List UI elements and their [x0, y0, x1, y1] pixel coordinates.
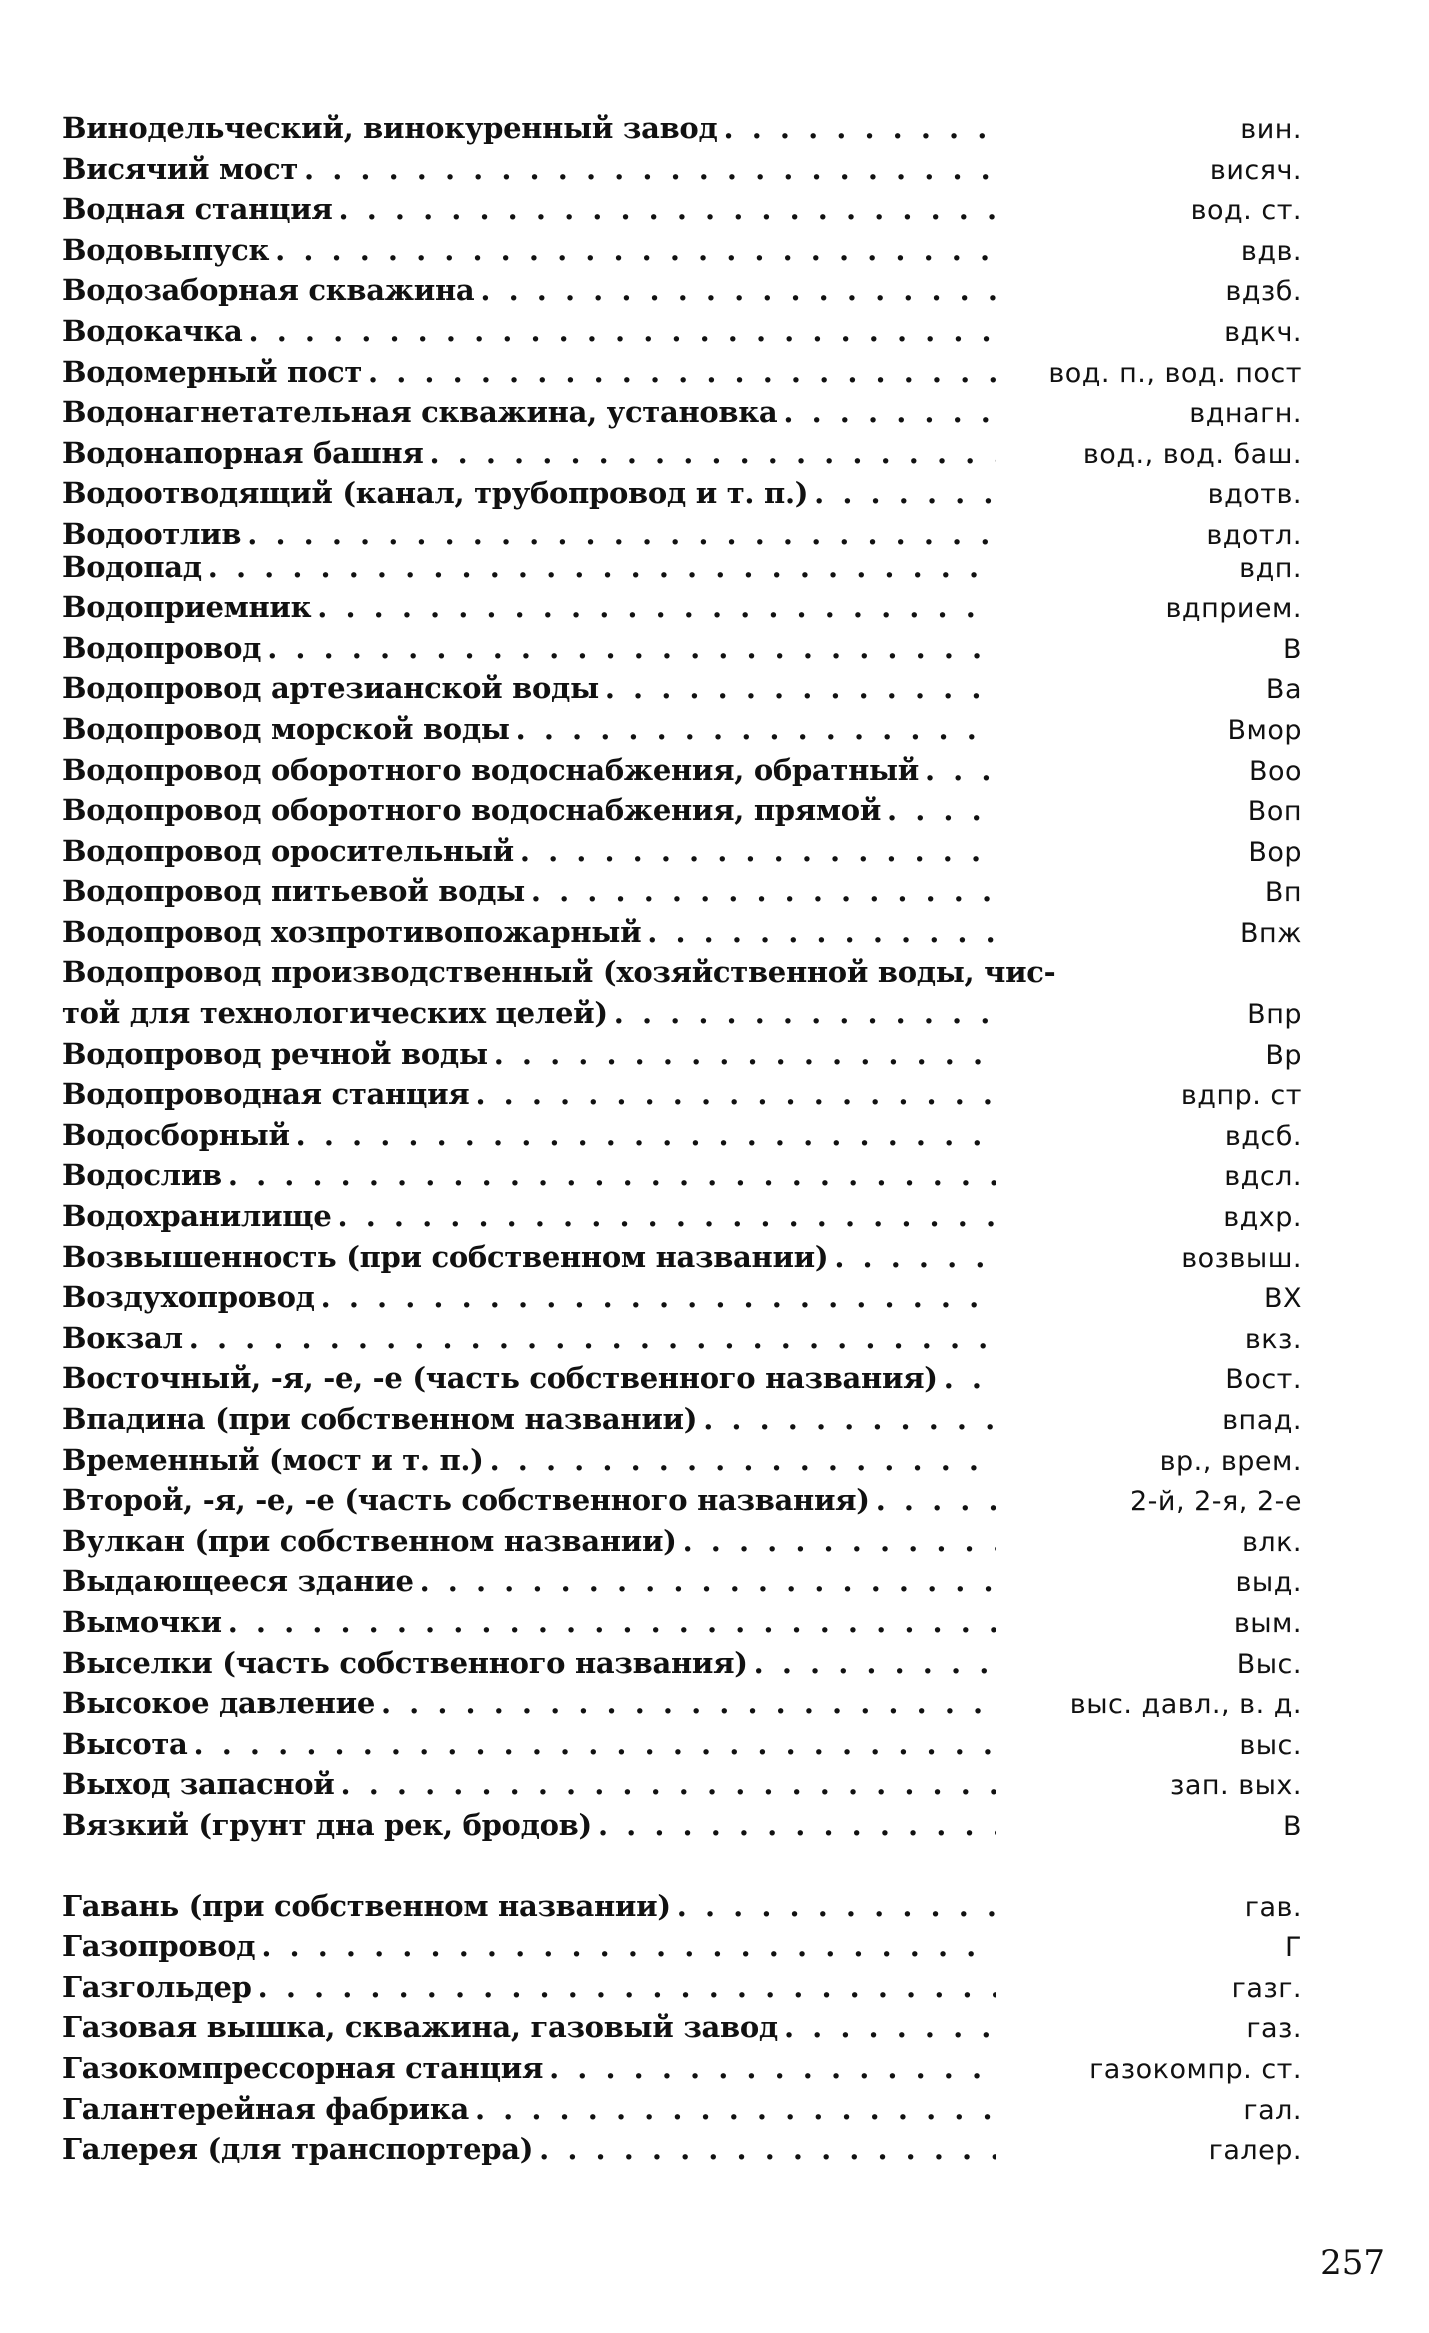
entry-abbreviation: вдзб. [1225, 276, 1302, 308]
entry-term: Водопровод питьевой воды [62, 874, 525, 909]
entry-row [62, 352, 1302, 393]
entry-abbreviation: газ. [1246, 2013, 1302, 2045]
leader-dots [614, 993, 996, 1034]
entry-row [62, 871, 1302, 912]
entry-row [62, 628, 1302, 669]
entry-abbreviation: вдприем. [1165, 593, 1302, 625]
entry-row [62, 709, 1302, 750]
leader-dots [261, 1926, 996, 1967]
entry-term: Водопровод производственный (хозяйственной воды, чис- [62, 955, 1056, 990]
entry-row [62, 230, 1302, 271]
entry-term: Возвышенность (при собственном названии) [62, 1239, 829, 1274]
entry-abbreviation: ВХ [1263, 1283, 1302, 1315]
entry-term: Выдающееся здание [62, 1564, 414, 1599]
entry-row [62, 547, 1302, 588]
entry-term: Водопровод оборотного водоснабжения, обратный [62, 752, 919, 787]
entry-abbreviation: Впр [1247, 999, 1302, 1031]
abbreviation-list [62, 108, 1302, 2170]
leader-dots [194, 1724, 996, 1765]
entry-row [62, 1034, 1302, 1075]
entry-abbreviation: Вор [1248, 836, 1302, 868]
entry-term: Водопровод артезианской воды [62, 671, 599, 706]
leader-dots [267, 628, 996, 669]
entry-term: Водомерный пост [62, 354, 363, 389]
entry-term: Водонапорная башня [62, 435, 424, 470]
entry-abbreviation: Вр [1265, 1039, 1302, 1071]
leader-dots [834, 1237, 996, 1278]
entry-row [62, 1399, 1302, 1440]
leader-dots [520, 831, 996, 872]
leader-dots [925, 750, 996, 791]
entry-row [62, 1886, 1302, 1927]
entry-abbreviation: вдсб. [1224, 1120, 1302, 1152]
entry-row [62, 587, 1302, 628]
entry-abbreviation: вдсл. [1224, 1161, 1302, 1193]
leader-dots [475, 1074, 996, 1115]
entry-row [62, 993, 1302, 1034]
entry-abbreviation: Воо [1248, 755, 1302, 787]
leader-dots [724, 108, 997, 149]
entry-term: Восточный, -я, -е, -е (часть собственного названия) [62, 1361, 938, 1396]
entry-abbreviation: вкз. [1244, 1323, 1302, 1355]
leader-dots [480, 270, 996, 311]
entry-abbreviation: выд. [1235, 1567, 1302, 1599]
entry-term: Водопровод хозпротивопожарный [62, 914, 642, 949]
leader-dots [368, 352, 996, 393]
section-2 [62, 1886, 1302, 2170]
entry-row [62, 1926, 1302, 1967]
leader-dots [228, 1155, 996, 1196]
entry-row [62, 108, 1302, 149]
entry-term: Водозаборная скважина [62, 273, 475, 308]
entry-abbreviation: вод. ст. [1190, 195, 1302, 227]
entry-term: Водопровод оросительный [62, 833, 514, 868]
leader-dots [258, 1967, 996, 2008]
entry-abbreviation: гав. [1244, 1891, 1302, 1923]
entry-term: Вокзал [62, 1320, 183, 1355]
entry-abbreviation: вдпр. ст [1180, 1080, 1302, 1112]
entry-term: Водохранилище [62, 1199, 332, 1234]
leader-dots [341, 1764, 997, 1805]
leader-dots [189, 1318, 996, 1359]
leader-dots [429, 433, 996, 474]
entry-abbreviation: Вмор [1227, 714, 1302, 746]
section-gap [62, 1846, 1302, 1886]
leader-dots [783, 392, 996, 433]
entry-term: Галантерейная фабрика [62, 2091, 469, 2126]
entry-abbreviation: вод., вод. баш. [1082, 438, 1302, 470]
entry-row [62, 1521, 1302, 1562]
entry-abbreviation: Вост. [1225, 1364, 1302, 1396]
entry-term: Винодельческий, винокуренный завод [62, 111, 718, 145]
leader-dots [887, 790, 996, 831]
leader-dots [338, 1196, 996, 1237]
entry-abbreviation: влк. [1241, 1526, 1302, 1558]
entry-abbreviation: вдв. [1240, 235, 1302, 267]
entry-term: Водовыпуск [62, 232, 270, 267]
entry-row [62, 1196, 1302, 1237]
entry-abbreviation: газокомпр. ст. [1089, 2053, 1302, 2085]
entry-abbreviation: вдкч. [1224, 316, 1302, 348]
entry-term: Водопровод оборотного водоснабжения, прямой [62, 793, 882, 828]
leader-dots [754, 1643, 996, 1684]
entry-abbreviation: 2-й, 2-я, 2-е [1130, 1486, 1302, 1518]
entry-row [62, 2048, 1302, 2089]
entry-row [62, 2129, 1302, 2170]
entry-row [62, 311, 1302, 352]
entry-term: Водопровод речной воды [62, 1036, 488, 1071]
entry-term: Гавань (при собственном названии) [62, 1888, 671, 1923]
entry-abbreviation: Г [1285, 1932, 1302, 1964]
entry-row [62, 912, 1302, 953]
entry-term: Газокомпрессорная станция [62, 2050, 544, 2085]
entry-term: Газгольдер [62, 1969, 252, 2004]
entry-abbreviation: газг. [1231, 1972, 1302, 2004]
entry-term: Висячий мост [62, 151, 299, 186]
entry-abbreviation: выс. давл., в. д. [1069, 1689, 1302, 1721]
entry-row [62, 270, 1302, 311]
entry-term: Водоотлив [62, 516, 242, 551]
leader-dots [683, 1521, 996, 1562]
leader-dots [784, 2007, 996, 2048]
entry-term: Водокачка [62, 313, 243, 348]
leader-dots [475, 2089, 996, 2130]
leader-dots [249, 311, 996, 352]
entry-abbreviation: Выс. [1236, 1648, 1302, 1680]
entry-abbreviation: зап. вых. [1169, 1770, 1302, 1802]
leader-dots [944, 1358, 996, 1399]
entry-abbreviation: висяч. [1209, 154, 1302, 186]
entry-abbreviation: впад. [1222, 1405, 1302, 1436]
entry-term: Водослив [62, 1158, 222, 1193]
leader-dots [317, 587, 996, 628]
entry-row [62, 473, 1302, 514]
entry-row [62, 1074, 1302, 1115]
entry-term: Водоприемник [62, 590, 312, 625]
entry-row [62, 1967, 1302, 2008]
entry-term: той для технологических целей) [62, 996, 608, 1031]
entry-row [62, 952, 1302, 993]
entry-term: Галерея (для транспортера) [62, 2132, 534, 2167]
entry-term: Временный (мост и т. п.) [62, 1442, 484, 1477]
entry-abbreviation: галер. [1208, 2135, 1302, 2167]
entry-row [62, 668, 1302, 709]
leader-dots [677, 1886, 996, 1927]
entry-abbreviation: выс. [1239, 1729, 1302, 1761]
leader-dots [876, 1480, 996, 1521]
entry-row [62, 790, 1302, 831]
entry-abbreviation: гал. [1243, 2094, 1302, 2126]
entry-abbreviation: возвыш. [1181, 1242, 1302, 1274]
entry-term: Водная станция [62, 192, 333, 227]
entry-abbreviation: Воп [1247, 796, 1302, 828]
entry-term: Вулкан (при собственном названии) [62, 1523, 677, 1558]
entry-row [62, 189, 1302, 230]
entry-term: Водопроводная станция [62, 1077, 470, 1112]
entry-row [62, 1561, 1302, 1602]
entry-row [62, 1643, 1302, 1684]
entry-row [62, 1764, 1302, 1805]
leader-dots [490, 1440, 996, 1481]
entry-abbreviation: вым. [1233, 1607, 1302, 1639]
leader-dots [228, 1602, 996, 1643]
entry-row [62, 1480, 1302, 1521]
leader-dots [296, 1115, 996, 1156]
entry-row [62, 1277, 1302, 1318]
leader-dots [494, 1034, 996, 1075]
entry-term: Водонагнетательная скважина, установка [62, 395, 778, 430]
entry-row [62, 2089, 1302, 2130]
entry-row [62, 1440, 1302, 1481]
leader-dots [539, 2129, 996, 2170]
entry-term: Водосборный [62, 1117, 290, 1152]
entry-abbreviation: Впж [1240, 917, 1302, 949]
entry-abbreviation: Вп [1264, 877, 1302, 909]
leader-dots [304, 149, 996, 190]
entry-row [62, 1683, 1302, 1724]
entry-term: Вымочки [62, 1604, 222, 1639]
leader-dots [420, 1561, 996, 1602]
entry-abbreviation: вин. [1240, 114, 1302, 145]
leader-dots [605, 668, 996, 709]
entry-abbreviation: вод. п., вод. пост [1048, 357, 1302, 389]
leader-dots [516, 709, 996, 750]
entry-row [62, 1115, 1302, 1156]
leader-dots [339, 189, 996, 230]
entry-term: Высокое давление [62, 1686, 375, 1721]
entry-abbreviation: В [1282, 633, 1302, 665]
entry-row [62, 1318, 1302, 1359]
entry-term: Выселки (часть собственного названия) [62, 1645, 748, 1680]
section-1 [62, 108, 1302, 1846]
leader-dots [703, 1399, 996, 1440]
entry-row [62, 433, 1302, 474]
entry-abbreviation: вдотв. [1207, 479, 1302, 511]
entry-row [62, 1358, 1302, 1399]
page-number: 257 [1320, 2243, 1385, 2283]
leader-dots [208, 547, 996, 588]
leader-dots [647, 912, 996, 953]
leader-dots [814, 473, 996, 514]
entry-term: Воздухопровод [62, 1280, 315, 1315]
entry-row [62, 750, 1302, 791]
entry-abbreviation: вдотл. [1206, 519, 1302, 551]
entry-abbreviation: вр., врем. [1159, 1445, 1302, 1477]
entry-term: Водопровод морской воды [62, 711, 510, 746]
leader-dots [549, 2048, 996, 2089]
entry-term: Газопровод [62, 1929, 256, 1964]
entry-row [62, 1805, 1302, 1846]
entry-term: Водопровод [62, 630, 262, 665]
entry-term: Впадина (при собственном названии) [62, 1402, 698, 1436]
entry-row [62, 1602, 1302, 1643]
leader-dots [321, 1277, 996, 1318]
entry-abbreviation: вдп. [1239, 552, 1302, 584]
entry-abbreviation: вдхр. [1223, 1202, 1302, 1234]
entry-term: Водоотводящий (канал, трубопровод и т. п.) [62, 476, 809, 511]
entry-term: Высота [62, 1726, 188, 1761]
leader-dots [381, 1683, 996, 1724]
leader-dots [598, 1805, 996, 1846]
entry-row [62, 1724, 1302, 1765]
entry-abbreviation: Ва [1265, 674, 1302, 706]
entry-row [62, 149, 1302, 190]
entry-term: Газовая вышка, скважина, газовый завод [62, 2010, 778, 2045]
entry-term: Вязкий (грунт дна рек, бродов) [62, 1807, 592, 1842]
entry-row [62, 1155, 1302, 1196]
entry-row [62, 1237, 1302, 1278]
entry-row [62, 2007, 1302, 2048]
entry-row [62, 831, 1302, 872]
entry-row [62, 392, 1302, 433]
leader-dots [275, 230, 996, 271]
entry-term: Водопад [62, 549, 202, 584]
leader-dots [531, 871, 996, 912]
entry-term: Выход запасной [62, 1767, 335, 1802]
entry-term: Второй, -я, -е, -е (часть собственного названия) [62, 1483, 870, 1518]
entry-abbreviation: вднагн. [1189, 398, 1302, 430]
entry-abbreviation: В [1282, 1810, 1302, 1842]
